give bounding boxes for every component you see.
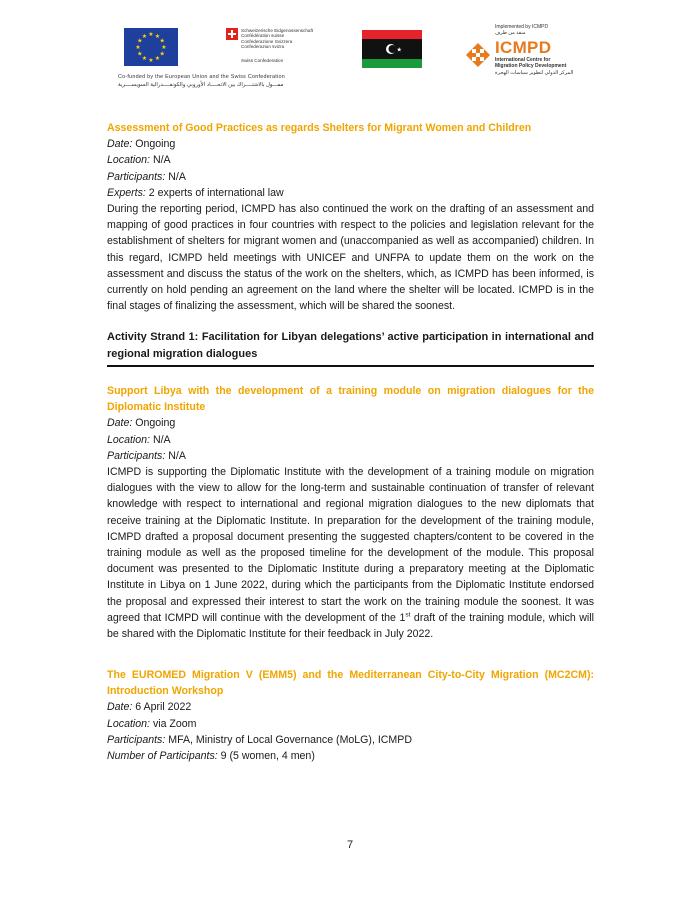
eu-flag-logo [124,28,178,66]
swiss-cross-icon [226,28,238,40]
participants-line: Participants: MFA, Ministry of Local Governance (MoLG), ICMPD [107,733,412,746]
section-title: The EUROMED Migration V (EMM5) and the Mediterranean City-to-City Migration (MC2CM): Introduction Workshop [107,669,594,698]
section-title: Assessment of Good Practices as regards Shelters for Migrant Women and Children [107,122,532,134]
svg-text:★: ★ [159,50,165,58]
section-body: ICMPD is supporting the Diplomatic Institute with the development of a training module on migration dialogues with the view to allow for the long-term and sustainable continuation of transfer of relevant knowledge with respect to international and regional migration dialogues to the new diplomats that receive training at the Diplomatic Institute. In preparation for the development of the training module, ICMPD drafted a proposal document presenting the suggested chapters/content to be covered in the training module as well as the proposed timeline for the development of the module. This proposal document was presented to the Diplomatic Institute during a preparatory meeting at the Diplomatic Institute in Libya on 1 June 2022, during which the participants from the Diplomatic Institute endorsed the proposal and expressed their interest to start the work on the training module the soonest. It was agreed that ICMPD will continue with the development of the 1st draft of the training module, which will be shared with the Diplomatic Institute for their feedback in July 2022. [107,466,594,641]
page-number: 7 [346,839,354,851]
page-header [118,22,604,94]
svg-text:★: ★ [159,37,165,45]
svg-text:★: ★ [141,32,148,40]
svg-text:★: ★ [148,31,154,38]
svg-text:★: ★ [141,55,148,63]
svg-text:★: ★ [137,50,143,58]
location-line: Location: via Zoom [107,717,197,730]
section-training-module [107,383,594,642]
location-line: Location: N/A [107,433,171,446]
cofunding-statement: Co-funded by the European Union and the Swiss Confederation [118,74,285,80]
cofunding-statement-arabic: ممـــول بالاشتــــراك بين الاتحــــاد الأوروبي والكونفــــدرالية السويســــرية [118,82,284,88]
section-body: During the reporting period, ICMPD has also continued the work on the drafting of an assessment and mapping of good practices in four countries with respect to the policies and legislation relevant for the establishment of shelters for migrant women and (unaccompanied as well as accompanied) children. In this regard, ICMPD held meetings with UNICEF and UNFPA to update them on the work on the assessment and discuss the status of the work on the shelters, which, as ICMPD has been informed, is currently on hold pending an agreement on the land where the shelter will be located. ICMPD is in the final stages of finalizing the assessment, which will be shared the soonest. [107,203,594,313]
participants-line: Participants: N/A [107,170,186,183]
section-title: Support Libya with the development of a training module on migration dialogues for the Diplomatic Institute [107,385,594,414]
experts-line: Experts: 2 experts of international law [107,186,284,199]
swiss-names: Schweizerische Eidgenossenschaft Confédération suisse Confederazione Svizzera Confederaziun svizra [241,28,314,50]
icmpd-logo: Implemented by ICMPD منفذ من طرف ICMPD International Centre for Migration Policy Development المركز الدولي لتطوير سياسات الهجرة [465,24,605,86]
date-line: Date: Ongoing [107,138,176,151]
section-emm5-workshop [107,667,594,764]
svg-text:★: ★ [137,37,143,45]
number-of-participants-line: Number of Participants: 9 (5 women, 4 men) [107,750,315,763]
svg-text:★: ★ [148,57,154,64]
date-line: Date: Ongoing [107,417,176,430]
swiss-confederation-label: Swiss Confederation [241,58,284,63]
svg-text:★: ★ [161,44,167,51]
svg-text:★: ★ [396,46,402,54]
participants-line: Participants: N/A [107,449,186,462]
libya-flag-logo [362,30,422,68]
icmpd-arrows-icon [465,42,491,68]
swiss-confederation-logo [226,28,336,78]
svg-text:★: ★ [154,55,161,63]
strand-heading: Activity Strand 1: Facilitation for Libyan delegations’ active participation in international and regional migration dialogues [107,329,594,367]
date-line: Date: 6 April 2022 [107,701,192,714]
location-line: Location: N/A [107,154,171,167]
svg-text:★: ★ [135,44,141,51]
activity-strand [107,329,594,367]
section-shelters [107,120,594,314]
svg-text:★: ★ [154,32,161,40]
